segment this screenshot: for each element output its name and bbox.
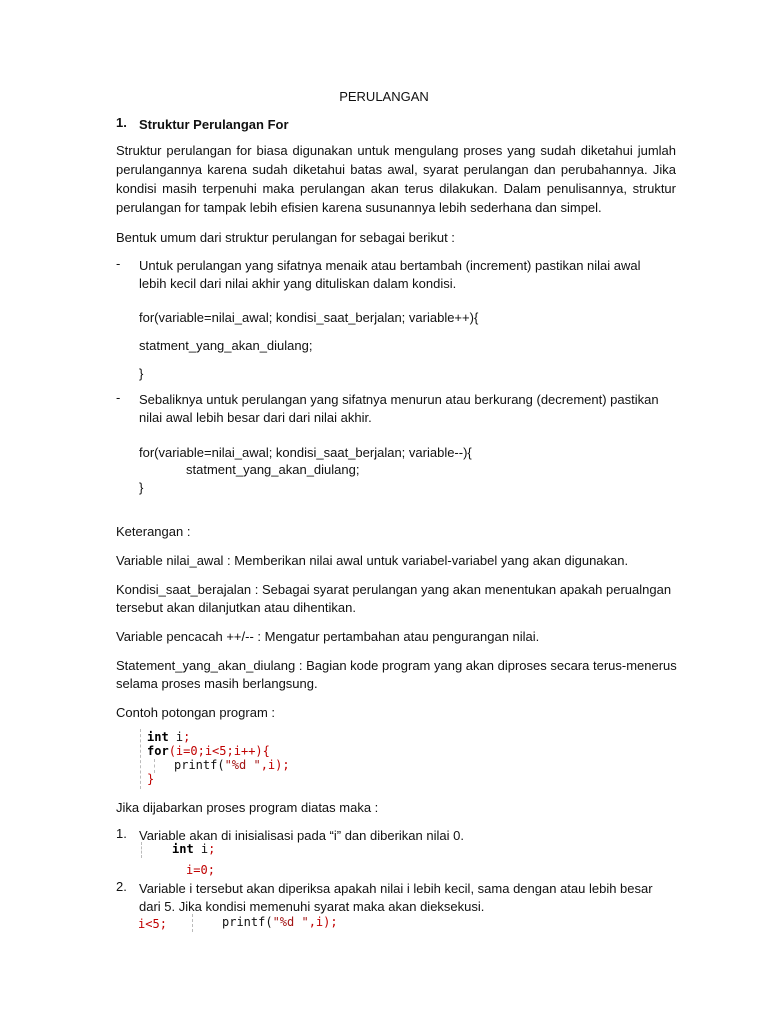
code-semicolon: ; (207, 863, 215, 877)
code-text: i< (138, 917, 153, 931)
code-text: ,i); (308, 915, 338, 929)
desc-statement-line2: selama proses masih berlangsung. (116, 676, 318, 691)
section-heading: Struktur Perulangan For (139, 117, 289, 132)
desc-nilai-awal: Variable nilai_awal : Memberikan nilai awal untuk variabel-variabel yang akan digunakan. (116, 553, 629, 568)
step2-number: 2. (116, 879, 127, 894)
code-number: 0 (190, 744, 198, 758)
bullet2-line1: Sebaliknya untuk perulangan yang sifatnya menurun atau berkurang (decrement) pastikan (139, 392, 659, 407)
page-title: PERULANGAN (339, 89, 429, 104)
indent-guide (154, 759, 155, 773)
code-text: ,i); (260, 758, 290, 772)
code-function: printf( (174, 758, 225, 772)
bullet1-code-for: for(variable=nilai_awal; kondisi_saat_berjalan; variable++){ (139, 310, 479, 325)
code-semicolon: ; (183, 730, 191, 744)
code-semicolon: ; (159, 917, 167, 931)
code-line-for (147, 745, 270, 758)
code-line-int (147, 731, 190, 744)
code-line-close: } (147, 772, 155, 786)
desc-kondisi-line1: Kondisi_saat_berajalan : Sebagai syarat perulangan yang akan menentukan apakah perualngan (116, 582, 672, 597)
general-form-text: Bentuk umum dari struktur perulangan for sebagai berikut : (116, 230, 455, 245)
code-text: i (193, 842, 209, 856)
intro-line: Struktur perulangan for biasa digunakan untuk mengulang proses yang sudah diketahui jumlah (116, 143, 676, 158)
desc-pencacah: Variable pencacah ++/-- : Mengatur pertambahan atau pengurangan nilai. (116, 629, 540, 644)
step1-code-assign (186, 864, 215, 877)
keterangan-label: Keterangan : (116, 524, 191, 539)
indent-guide (140, 729, 141, 789)
code-line-printf (174, 759, 290, 772)
bullet2-code-body: statment_yang_akan_diulang; (186, 462, 360, 477)
desc-statement-line1: Statement_yang_akan_diulang : Bagian kode program yang akan diproses secara terus-menerus (116, 658, 677, 673)
bullet-dash: - (116, 390, 121, 405)
code-text: ;i++){ (226, 744, 270, 758)
bullet2-code-close: } (139, 480, 144, 495)
code-keyword: int (147, 730, 169, 744)
code-text: ;i< (197, 744, 220, 758)
code-string: "%d " (224, 758, 261, 772)
section-number: 1. (116, 115, 127, 130)
code-text: i= (186, 863, 201, 877)
step2-code-condition (138, 918, 167, 931)
code-keyword: int (172, 842, 194, 856)
code-number: 0 (200, 863, 208, 877)
bullet1-line1: Untuk perulangan yang sifatnya menaik atau bertambah (increment) pastikan nilai awal (139, 258, 641, 273)
intro-line: perulangannya karena sudah diketahui batas awal, syarat perulangan dan perubahannya. Jika (116, 162, 676, 177)
code-number: 5 (152, 917, 160, 931)
example-label: Contoh potongan program : (116, 705, 275, 720)
code-string: "%d " (272, 915, 309, 929)
bullet-dash: - (116, 256, 121, 271)
bullet1-code-body: statment_yang_akan_diulang; (139, 338, 313, 353)
code-function: printf( (222, 915, 273, 929)
bullet2-code-for: for(variable=nilai_awal; kondisi_saat_berjalan; variable--){ (139, 445, 472, 460)
bullet1-line2: lebih kecil dari nilai akhir yang dituliskan dalam kondisi. (139, 276, 457, 291)
step2-line2: dari 5. Jika kondisi memenuhi syarat maka akan dieksekusi. (139, 899, 485, 914)
intro-paragraph (116, 141, 676, 217)
intro-line: perulangan for tampak lebih efisien karena susunannya lebih sederhana dan simpel. (116, 200, 602, 215)
bullet2-line2: nilai awal lebih besar dari dari nilai akhir. (139, 410, 372, 425)
code-number: 5 (219, 744, 227, 758)
code-keyword: for (147, 744, 169, 758)
intro-line: kondisi masih terpenuhi maka perulangan akan terus dilakukan. Dalam penulisannya, struktur (116, 181, 676, 196)
step2-code-printf (222, 916, 338, 929)
code-semicolon: ; (208, 842, 216, 856)
step1-text: Variable akan di inisialisasi pada “i” dan diberikan nilai 0. (139, 828, 464, 843)
step1-number: 1. (116, 826, 127, 841)
desc-kondisi-line2: tersebut akan dilanjutkan atau dihentikan. (116, 600, 356, 615)
indent-guide (192, 914, 193, 932)
step2-line1: Variable i tersebut akan diperiksa apakah nilai i lebih kecil, sama dengan atau lebih besar (139, 881, 653, 896)
code-text: i (168, 730, 184, 744)
step1-code-int (172, 843, 215, 856)
explain-label: Jika dijabarkan proses program diatas maka : (116, 800, 379, 815)
indent-guide (141, 842, 142, 858)
bullet1-code-close: } (139, 366, 144, 381)
code-text: (i= (168, 744, 191, 758)
